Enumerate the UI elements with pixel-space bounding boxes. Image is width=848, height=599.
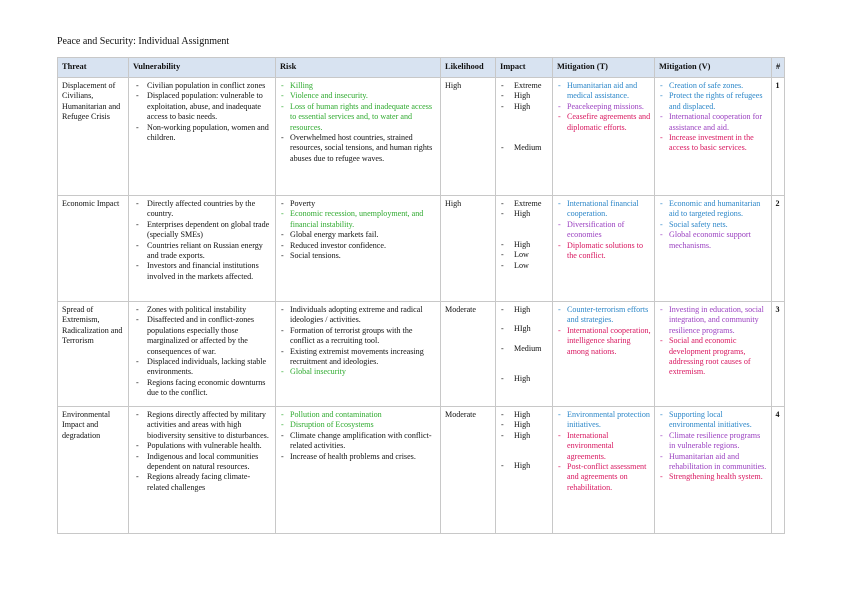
list-item: - Regions directly affected by military activities and areas with high biodiversity sensitive to disturbances. [133,410,272,441]
list-item: - Global economic support mechanisms. [659,230,768,251]
list-item: - HIgh [500,324,549,334]
list-item: - Climate change amplification with conflict-related activities. [280,431,437,452]
list-item: - Social tensions. [280,251,437,261]
threat-cell: Environmental Impact and degradation [58,406,129,533]
list-item: - International cooperation, intelligence sharing among nations. [557,326,651,357]
list-item: - Investors and financial institutions involved in the markets affected. [133,261,272,282]
vulnerability-cell [129,301,276,406]
list-item: - Low [500,250,549,260]
list-item: - Zones with political instability [133,305,272,315]
list-item: - Indigenous and local communities dependent on natural resources. [133,452,272,473]
list-item: - Directly affected countries by the country. [133,199,272,220]
impact-cell [496,195,553,301]
row-number: 3 [772,301,785,406]
list-item: - Reduced investor confidence. [280,241,437,251]
row-number: 1 [772,77,785,195]
list-item: - Disaffected and in conflict-zones populations especially those marginalized or affected by the consequences of war. [133,315,272,357]
table-header-row [58,58,785,78]
list-item: - Killing [280,81,437,91]
list-item: - Global insecurity [280,367,437,377]
list-item: - Individuals adopting extreme and radical ideologies / activities. [280,305,437,326]
list-item: - High [500,102,549,112]
list-item: - High [500,91,549,101]
risk-cell [276,301,441,406]
mitigation-t-cell [553,195,655,301]
list-item: - Supporting local environmental initiatives. [659,410,768,431]
mitigation-t-cell [553,301,655,406]
list-item: - Populations with vulnerable health. [133,441,272,451]
list-item: - Non-working population, women and children. [133,123,272,144]
list-item: - Post-conflict assessment and agreements on rehabilitation. [557,462,651,493]
list-item: - Violence and insecurity. [280,91,437,101]
impact-cell [496,301,553,406]
list-item: - Poverty [280,199,437,209]
impact-cell [496,77,553,195]
list-item: - Humanitarian aid and medical assistance. [557,81,651,102]
list-item: - High [500,209,549,219]
mitigation-v-cell [655,77,772,195]
mitigation-t-cell [553,406,655,533]
list-item: - Existing extremist movements increasing recruitment and ideologies. [280,347,437,368]
list-item: - Extreme [500,199,549,209]
list-item: - Civilian population in conflict zones [133,81,272,91]
list-item: - Investing in education, social integration, and community resilience programs. [659,305,768,336]
likelihood-cell: Moderate [441,406,496,533]
list-item: - International environmental agreements. [557,431,651,462]
vulnerability-cell [129,195,276,301]
likelihood-cell: Moderate [441,301,496,406]
header-vulnerability: Vulnerability [129,58,276,78]
list-item: - Low [500,261,549,271]
list-item: - International cooperation for assistance and aid. [659,112,768,133]
list-item: - Medium [500,143,549,153]
row-number: 2 [772,195,785,301]
list-item: - Pollution and contamination [280,410,437,420]
table-row [58,195,785,301]
list-item: - High [500,305,549,315]
table-row [58,301,785,406]
threat-cell: Displacement of Civilians, Humanitarian and Refugee Crisis [58,77,129,195]
table-row [58,77,785,195]
list-item: - High [500,240,549,250]
list-item: - Social and economic development programs, addressing root causes of extremism. [659,336,768,378]
list-item: - High [500,374,549,384]
document-title: Peace and Security: Individual Assignment [57,36,230,47]
row-number: 4 [772,406,785,533]
list-item: - High [500,431,549,441]
risk-cell [276,195,441,301]
list-item: - Counter-terrorism efforts and strategies. [557,305,651,326]
header-risk: Risk [276,58,441,78]
mitigation-t-cell [553,77,655,195]
list-item: - Peacekeeping missions. [557,102,651,112]
risk-cell [276,406,441,533]
list-item: - Increase of health problems and crises. [280,452,437,462]
list-item: - High [500,410,549,420]
list-item: - Economic and humanitarian aid to targeted regions. [659,199,768,220]
list-item: - Global energy markets fail. [280,230,437,240]
list-item: - High [500,461,549,471]
impact-cell [496,406,553,533]
list-item: - Medium [500,344,549,354]
list-item: - Diplomatic solutions to the conflict. [557,241,651,262]
list-item: - Diversification of economies [557,220,651,241]
list-item: - Environmental protection initiatives. [557,410,651,431]
list-item: - Enterprises dependent on global trade (specially SMEs) [133,220,272,241]
list-item: - Protect the rights of refugees and displaced. [659,91,768,112]
mitigation-v-cell [655,195,772,301]
list-item: - Ceasefire agreements and diplomatic efforts. [557,112,651,133]
list-item: - Loss of human rights and inadequate access to essential services and, to water and resources. [280,102,437,133]
threat-cell: Spread of Extremism, Radicalization and Terrorism [58,301,129,406]
likelihood-cell: High [441,77,496,195]
list-item: - Regions already facing climate-related challenges [133,472,272,493]
list-item: - Displaced individuals, lacking stable environments. [133,357,272,378]
list-item: - Extreme [500,81,549,91]
list-item: - Overwhelmed host countries, strained resources, social tensions, and human rights abuses due to refugee waves. [280,133,437,164]
header-mitigation-v: Mitigation (V) [655,58,772,78]
list-item: - Displaced population: vulnerable to exploitation, abuse, and inadequate access to basic needs. [133,91,272,122]
list-item: - Strengthening health system. [659,472,768,482]
vulnerability-cell [129,406,276,533]
list-item: - Disruption of Ecosystems [280,420,437,430]
header-mitigation-t: Mitigation (T) [553,58,655,78]
header-likelihood: Likelihood [441,58,496,78]
list-item: - Increase investment in the access to basic services. [659,133,768,154]
list-item: - Humanitarian aid and rehabilitation in communities. [659,452,768,473]
risk-assessment-table [57,57,785,534]
header-threat: Threat [58,58,129,78]
list-item: - Creation of safe zones. [659,81,768,91]
threat-cell: Economic Impact [58,195,129,301]
list-item: - Formation of terrorist groups with the conflict as a recruiting tool. [280,326,437,347]
list-item: - Regions facing economic downturns due to the conflict. [133,378,272,399]
header-number: # [772,58,785,78]
risk-cell [276,77,441,195]
list-item: - International financial cooperation. [557,199,651,220]
list-item: - Economic recession, unemployment, and financial instability. [280,209,437,230]
table-row [58,406,785,533]
vulnerability-cell [129,77,276,195]
likelihood-cell: High [441,195,496,301]
list-item: - High [500,420,549,430]
mitigation-v-cell [655,406,772,533]
list-item: - Countries reliant on Russian energy and trade exports. [133,241,272,262]
header-impact: Impact [496,58,553,78]
list-item: - Climate resilience programs in vulnerable regions. [659,431,768,452]
list-item: - Social safety nets. [659,220,768,230]
mitigation-v-cell [655,301,772,406]
